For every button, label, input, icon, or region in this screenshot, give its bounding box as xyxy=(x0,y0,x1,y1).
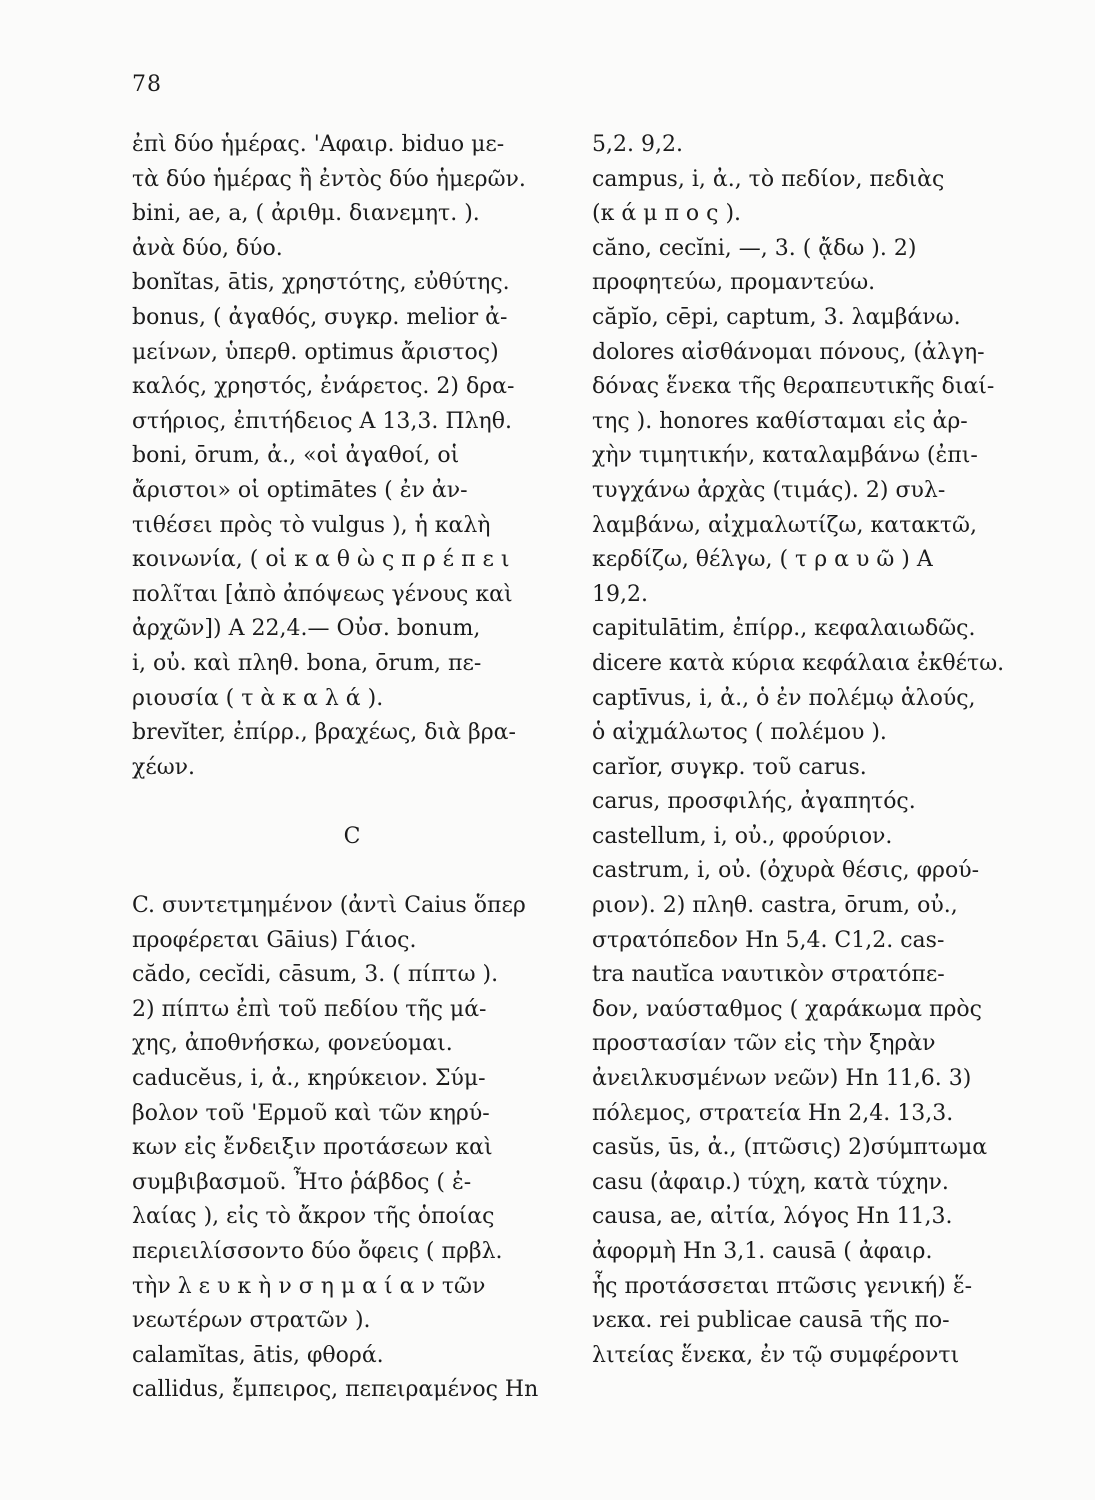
text-line xyxy=(132,854,572,889)
page-number: 78 xyxy=(132,72,162,97)
text-line: 2) πίπτω ἐπὶ τοῦ πεδίου τῆς μά- xyxy=(132,996,487,1022)
text-line: castellum, i, οὐ., φρούριον. xyxy=(592,823,893,849)
text-line: ἀφορμὴ Hn 3,1. causā ( ἀφαιρ. xyxy=(592,1239,933,1264)
text-line: τὴν λ ε υ κ ὴ ν σ η μ α ί α ν τῶν xyxy=(132,1273,486,1299)
section-heading-c: C xyxy=(343,823,361,849)
text-line: ἀρχῶν]) Α 22,4.— Οὐσ. bonum, xyxy=(132,616,481,642)
text-line: χέων. xyxy=(132,754,196,780)
text-line: νεκα. rei publicae causā τῆς πο- xyxy=(592,1308,950,1334)
text-line: ἀνειλκυσμένων νεῶν) Hn 11,6. 3) xyxy=(592,1066,972,1092)
text-line: boni, ōrum, ἀ., «οἱ ἀγαθοί, οἱ xyxy=(132,443,460,469)
left-column xyxy=(132,128,572,1408)
text-line: κερδίζω, θέλγω, ( τ ρ α υ ῶ ) Α xyxy=(592,547,933,573)
text-line: βολον τοῦ 'Ερμοῦ καὶ τῶν κηρύ- xyxy=(132,1100,490,1126)
text-line: ἐπὶ δύο ἡμέρας. 'Αφαιρ. biduo με- xyxy=(132,132,505,157)
text-line: τὰ δύο ἡμέρας ἢ ἐντὸς δύο ἡμερῶν. xyxy=(132,166,526,192)
text-line: C. συντετμημένον (ἀντὶ Caius ὅπερ xyxy=(132,893,526,919)
text-line: δον, ναύσταθμος ( χαράκωμα πρὸς xyxy=(592,996,982,1022)
text-line: ἀνὰ δύο, δύο. xyxy=(132,235,283,261)
text-line: στήριος, ἐπιτήδειος Α 13,3. Πληθ. xyxy=(132,408,512,434)
text-line: bonĭtas, ātis, χρηστότης, εὐθύτης. xyxy=(132,270,510,296)
text-line: brevĭter, ἐπίρρ., βραχέως, διὰ βρα- xyxy=(132,720,516,746)
text-line: causa, ae, αἰτία, λόγος Hn 11,3. xyxy=(592,1204,953,1230)
text-line: bini, ae, a, ( ἀριθμ. διανεμητ. ). xyxy=(132,201,480,227)
text-line: (κ ά μ π ο ς ). xyxy=(592,201,742,227)
text-line xyxy=(132,785,572,820)
text-line: περιειλίσσοντο δύο ὄφεις ( πρβλ. xyxy=(132,1239,503,1264)
text-line: căno, cecĭni, —, 3. ( ᾄδω ). 2) xyxy=(592,235,917,261)
text-line: προφέρεται Gāius) Γάιος. xyxy=(132,927,417,953)
text-line: νεωτέρων στρατῶν ). xyxy=(132,1308,371,1334)
text-line: 5,2. 9,2. xyxy=(592,132,683,157)
text-line: μείνων, ὑπερθ. optimus ἄριστος) xyxy=(132,339,499,365)
text-line: dolores αἰσθάνομαι πόνους, (ἀλγη- xyxy=(592,339,985,365)
text-line: callidus, ἔμπειρος, πεπειραμένος Hn xyxy=(132,1377,539,1403)
text-line: căpĭo, cēpi, captum, 3. λαμβάνω. xyxy=(592,304,961,330)
text-line: λαίας ), εἰς τὸ ἄκρον τῆς ὁποίας xyxy=(132,1204,495,1230)
text-line: ἄριστοι» οἱ optimātes ( ἐν ἀν- xyxy=(132,477,468,503)
text-line: χὴν τιμητικήν, καταλαμβάνω (ἐπι- xyxy=(592,443,978,469)
text-line: casu (ἀφαιρ.) τύχη, κατὰ τύχην. xyxy=(592,1169,949,1195)
text-line: tra nautĭca ναυτικὸν στρατόπε- xyxy=(592,962,945,988)
text-line: λιτείας ἕνεκα, ἐν τῷ συμφέροντι xyxy=(592,1342,960,1368)
text-line: ριουσία ( τ ὰ κ α λ ά ). xyxy=(132,685,384,711)
text-line: προστασίαν τῶν εἰς τὴν ξηρὰν xyxy=(592,1031,936,1057)
text-line: καλός, χρηστός, ἐνάρετος. 2) δρα- xyxy=(132,374,515,400)
text-line: ἧς προτάσσεται πτῶσις γενική) ἕ- xyxy=(592,1273,973,1299)
text-line: carĭor, συγκρ. τοῦ carus. xyxy=(592,754,867,780)
text-line: campus, i, ἀ., τὸ πεδίον, πεδιὰς xyxy=(592,166,945,192)
text-line: capitulātim, ἐπίρρ., κεφαλαιωδῶς. xyxy=(592,616,976,642)
text-line: συμβιβασμοῦ. Ἦτο ῥάβδος ( ἐ- xyxy=(132,1169,472,1195)
text-line: captīvus, i, ἀ., ὁ ἐν πολέμῳ ἁλούς, xyxy=(592,685,976,711)
text-line: 19,2. xyxy=(592,581,648,607)
right-column xyxy=(592,128,1032,1373)
text-line: ὁ αἰχμάλωτος ( πολέμου ). xyxy=(592,720,887,746)
text-line: dicere κατὰ κύρια κεφάλαια ἐκθέτω. xyxy=(592,650,1005,676)
text-line: πόλεμος, στρατεία Hn 2,4. 13,3. xyxy=(592,1100,954,1126)
text-line: στρατόπεδον Hn 5,4. C1,2. cas- xyxy=(592,927,945,953)
text-line: χης, ἀποθνήσκω, φονεύομαι. xyxy=(132,1031,453,1057)
text-line: casŭs, ūs, ἀ., (πτῶσις) 2)σύμπτωμα xyxy=(592,1135,988,1161)
text-line: calamĭtas, ātis, φθορά. xyxy=(132,1342,384,1368)
text-line: πολῖται [ἀπὸ ἀπόψεως γένους καὶ xyxy=(132,581,513,607)
text-line: προφητεύω, προμαντεύω. xyxy=(592,270,876,296)
text-line: δόνας ἕνεκα τῆς θεραπευτικῆς διαί- xyxy=(592,374,995,400)
text-line: carus, προσφιλής, ἀγαπητός. xyxy=(592,789,916,815)
text-line: λαμβάνω, αἰχμαλωτίζω, κατακτῶ, xyxy=(592,512,977,538)
text-line: cădo, cecĭdi, cāsum, 3. ( πίπτω ). xyxy=(132,962,499,988)
text-line: i, οὐ. καὶ πληθ. bona, ōrum, πε- xyxy=(132,650,482,676)
text-line: τυγχάνω ἀρχὰς (τιμάς). 2) συλ- xyxy=(592,477,946,503)
text-line: τιθέσει πρὸς τὸ vulgus ), ἡ καλὴ xyxy=(132,512,491,538)
text-line: caducĕus, i, ἀ., κηρύκειον. Σύμ- xyxy=(132,1066,486,1092)
text-line: castrum, i, οὐ. (ὀχυρὰ θέσις, φρού- xyxy=(592,858,980,884)
text-line: bonus, ( ἀγαθός, συγκρ. melior ἀ- xyxy=(132,304,508,330)
text-line: κοινωνία, ( οἱ κ α θ ὼ ς π ρ έ π ε ι xyxy=(132,547,510,573)
text-line: κων εἰς ἔνδειξιν προτάσεων καὶ xyxy=(132,1135,493,1161)
text-line: ριον). 2) πληθ. castra, ōrum, οὐ., xyxy=(592,893,958,919)
text-line: της ). honores καθίσταμαι εἰς ἀρ- xyxy=(592,408,968,434)
